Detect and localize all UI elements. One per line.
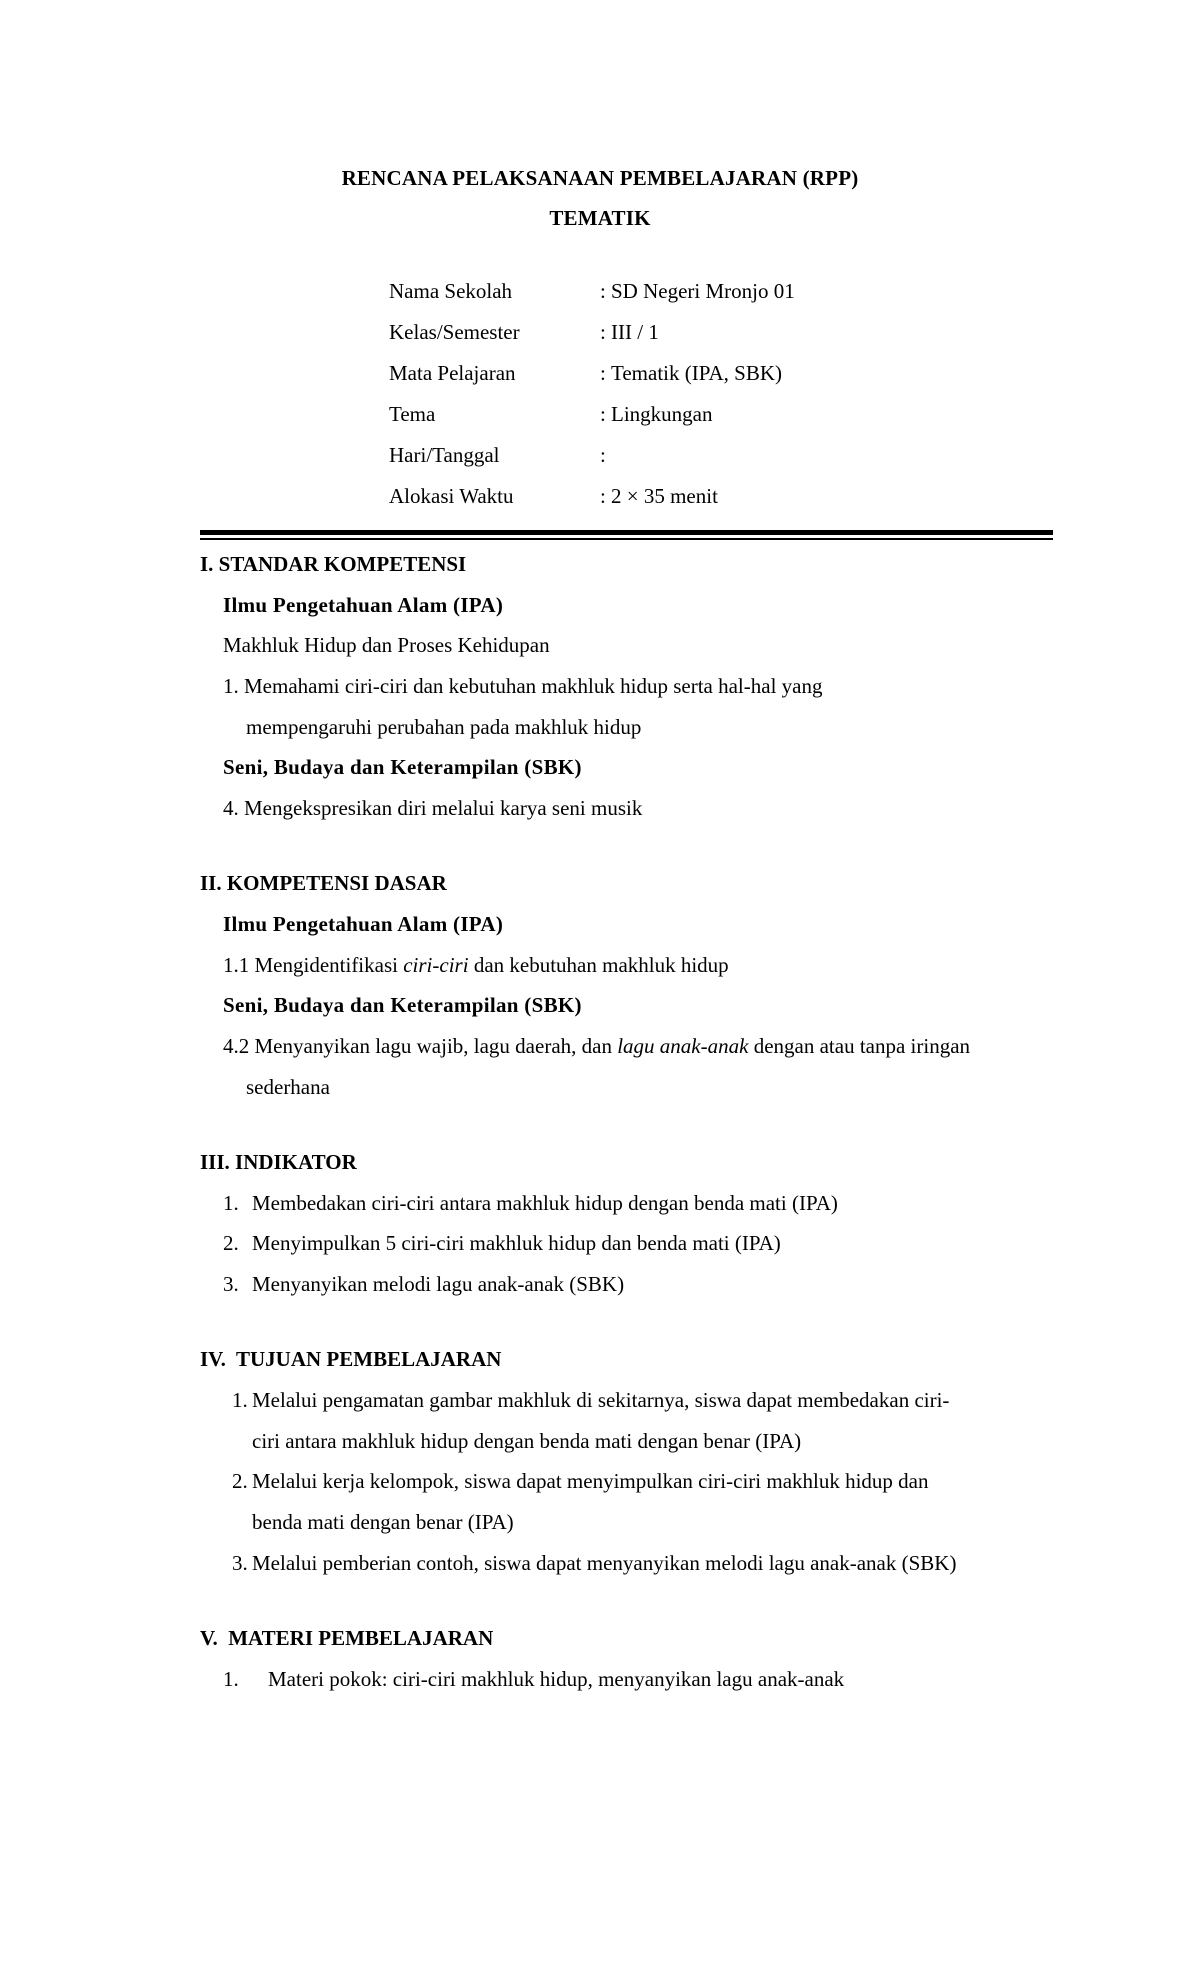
item-emphasis: lagu anak-anak xyxy=(617,1034,749,1058)
item-number: 2. xyxy=(223,1231,239,1255)
info-label: Tema xyxy=(389,402,436,426)
info-value: Lingkungan xyxy=(611,402,713,426)
info-label: Alokasi Waktu xyxy=(389,484,514,508)
list-item xyxy=(232,1468,929,1494)
list-item: 4. Mengekspresikan diri melalui karya seni musik xyxy=(223,796,643,820)
info-row-class xyxy=(389,319,909,360)
info-value: 2 × 35 menit xyxy=(611,484,718,508)
info-row-theme xyxy=(389,401,909,442)
info-value: III / 1 xyxy=(611,320,659,344)
info-label: Nama Sekolah xyxy=(389,279,513,303)
list-item-continuation: mempengaruhi perubahan pada makhluk hidup xyxy=(246,715,642,739)
info-colon: : xyxy=(600,402,606,426)
subject-heading: Ilmu Pengetahuan Alam (IPA) xyxy=(223,593,504,617)
item-text: dengan atau tanpa iringan xyxy=(748,1034,971,1058)
list-item: 1. Memahami ciri-ciri dan kebutuhan makhluk hidup serta hal-hal yang xyxy=(223,674,823,698)
item-text: 1.1 Mengidentifikasi xyxy=(223,953,404,977)
info-colon: : xyxy=(600,320,606,344)
topic-text: Makhluk Hidup dan Proses Kehidupan xyxy=(223,633,550,657)
item-text: Menyimpulkan 5 ciri-ciri makhluk hidup dan benda mati (IPA) xyxy=(252,1231,781,1255)
item-number: 3. xyxy=(232,1551,248,1575)
item-text: dan kebutuhan makhluk hidup xyxy=(468,953,729,977)
divider-thin xyxy=(200,538,1053,540)
item-text: Melalui kerja kelompok, siswa dapat menyimpulkan ciri-ciri makhluk hidup dan xyxy=(252,1469,929,1493)
item-text: Menyanyikan melodi lagu anak-anak (SBK) xyxy=(252,1272,625,1296)
section-heading: V. MATERI PEMBELAJARAN xyxy=(200,1626,494,1650)
item-text: Melalui pengamatan gambar makhluk di sekitarnya, siswa dapat membedakan ciri- xyxy=(252,1388,950,1412)
info-colon: : xyxy=(600,361,606,385)
section-heading: III. INDIKATOR xyxy=(200,1150,357,1174)
info-label: Mata Pelajaran xyxy=(389,361,516,385)
item-number: 1. xyxy=(223,1191,239,1215)
info-colon: : xyxy=(600,443,606,467)
subject-heading: Seni, Budaya dan Keterampilan (SBK) xyxy=(223,755,582,779)
info-row-subject xyxy=(389,360,909,401)
list-item-continuation: benda mati dengan benar (IPA) xyxy=(252,1510,514,1534)
divider-thick xyxy=(200,530,1053,535)
item-number: 1. xyxy=(232,1388,248,1412)
list-item xyxy=(223,1190,838,1216)
document-title: RENCANA PELAKSANAAN PEMBELAJARAN (RPP) xyxy=(341,166,859,190)
subject-heading: Ilmu Pengetahuan Alam (IPA) xyxy=(223,912,504,936)
item-text: Membedakan ciri-ciri antara makhluk hidup dengan benda mati (IPA) xyxy=(252,1191,838,1215)
info-label: Kelas/Semester xyxy=(389,320,520,344)
info-row-school xyxy=(389,278,909,319)
list-item xyxy=(232,1387,949,1413)
list-item xyxy=(223,1230,781,1256)
info-colon: : xyxy=(600,484,606,508)
list-item xyxy=(223,952,729,978)
section-heading: IV. TUJUAN PEMBELAJARAN xyxy=(200,1347,502,1371)
info-row-date xyxy=(389,442,909,483)
section-heading: II. KOMPETENSI DASAR xyxy=(200,871,447,895)
item-text: Melalui pemberian contoh, siswa dapat menyanyikan melodi lagu anak-anak (SBK) xyxy=(252,1551,957,1575)
list-item-continuation: ciri antara makhluk hidup dengan benda mati dengan benar (IPA) xyxy=(252,1429,802,1453)
list-item xyxy=(223,1666,844,1692)
info-row-time xyxy=(389,483,909,524)
list-item xyxy=(223,1271,624,1297)
list-item xyxy=(223,1033,970,1059)
item-emphasis: ciri-ciri xyxy=(403,953,469,977)
item-number: 3. xyxy=(223,1272,239,1296)
info-colon: : xyxy=(600,279,606,303)
subject-heading: Seni, Budaya dan Keterampilan (SBK) xyxy=(223,993,582,1017)
item-number: 1. xyxy=(223,1667,239,1691)
section-heading: I. STANDAR KOMPETENSI xyxy=(200,552,467,576)
identity-table xyxy=(389,278,909,524)
info-value: SD Negeri Mronjo 01 xyxy=(611,279,795,303)
document-subtitle: TEMATIK xyxy=(549,206,651,230)
list-item xyxy=(232,1550,956,1576)
item-text: 4.2 Menyanyikan lagu wajib, lagu daerah, dan xyxy=(223,1034,618,1058)
list-item-continuation: sederhana xyxy=(246,1075,330,1099)
item-number: 2. xyxy=(232,1469,248,1493)
item-text: Materi pokok: ciri-ciri makhluk hidup, menyanyikan lagu anak-anak xyxy=(268,1667,845,1691)
info-label: Hari/Tanggal xyxy=(389,443,500,467)
info-value: Tematik (IPA, SBK) xyxy=(611,361,783,385)
